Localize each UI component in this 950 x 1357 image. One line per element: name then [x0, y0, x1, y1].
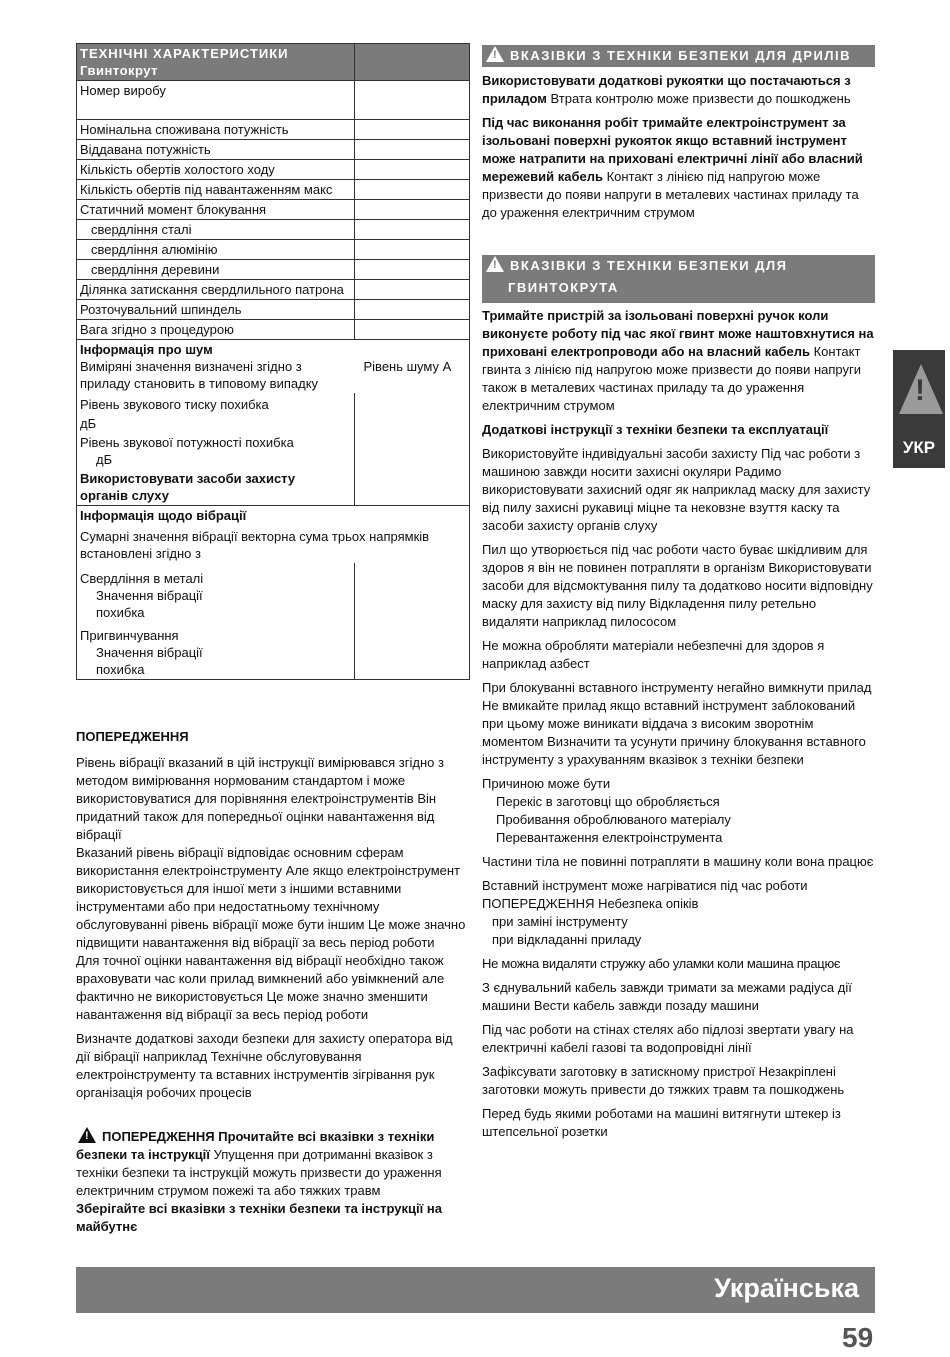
noise-desc: Виміряні значення визначені згідно з приладу становить в типовому випадку [80, 359, 319, 391]
instruction-text: Контакт гвинта з лінією під напругою може призвести до появи напруги також в металевих частинах приладу та до ураження електричним струмом [482, 344, 861, 413]
paragraph: Рівень вібрації вказаний в цій інструкції вимірювався згідно з методом вимірювання нормованим стандартом і може використовуватися для порівняння електроінструментів Він придатний також для попередньої оцінки навантаження від вібрації [76, 755, 444, 842]
paragraph: Використовуйте індивідуальні засоби захисту Під час роботи з машиною завжди носити захисні окуляри Радимо використовувати захисний одяг як наприклад маску для захисту від пилу захисні рукавиці міцне та нековзне взуття каску та засоби захисту органів слуху [482, 446, 871, 533]
paragraph: Не можна видаляти стружку або уламки коли машина працює [482, 956, 841, 971]
list-item: при заміні інструменту [492, 914, 628, 929]
hearing-protection: Використовувати засоби захисту органів слуху [80, 471, 296, 503]
sound-pressure: Рівень звукового тиску похибка [80, 397, 269, 412]
paragraph: Для точної оцінки навантаження від вібрації необхідно також враховувати час коли прилад вимкнений або увімкнений але фактично не використовується Це може значно зменшити навантаження від вібрації за весь період роботи [76, 953, 445, 1022]
footer-language: Українська [714, 1273, 859, 1303]
error-label: похибка [96, 662, 145, 677]
spec-product: Гвинтокрут [80, 63, 159, 78]
drill-safety [482, 72, 875, 228]
vibration-warning [76, 728, 466, 1108]
paragraph: Перед будь якими роботами на машині витягнути штекер із штепсельної розетки [482, 1106, 841, 1139]
section-title: ВКАЗІВКИ З ТЕХНІКИ БЕЗПЕКИ ДЛЯ [510, 258, 788, 273]
spec-table [76, 43, 470, 680]
subheading: Додаткові інструкції з техніки безпеки та експлуатації [482, 422, 829, 437]
unit-db: дБ [96, 452, 113, 467]
paragraph: Вказаний рівень вібрації відповідає основним сферам використання електроінструменту Але якщо електроінструмент використовується для іншої мети з іншими вставними інструментами або при недостатньому технічному обслуговуванні рівень вібрації може бути іншим Це може значно підвищити навантаження від вібрації за весь період роботи [76, 845, 466, 950]
footer-bar [76, 1267, 875, 1313]
vibration-desc: Сумарні значення вібрації векторна сума трьох напрямків встановлені згідно з [80, 529, 430, 561]
save-instructions: Зберігайте всі вказівки з техніки безпеки та інструкції на майбутнє [76, 1201, 442, 1234]
language-code: УКР [902, 438, 936, 457]
unit-db: дБ [80, 416, 97, 431]
warning-heading: ПОПЕРЕДЖЕННЯ [76, 729, 189, 744]
spec-row: Ділянка затискання свердлильного патрона [77, 280, 470, 300]
list-item: Перекіс в заготовці що обробляється [496, 794, 720, 809]
paragraph: Частини тіла не повинні потрапляти в машину коли вона працює [482, 854, 874, 869]
section-title: ГВИНТОКРУТА [508, 280, 619, 295]
spec-title: ТЕХНІЧНІ ХАРАКТЕРИСТИКИ [80, 46, 289, 61]
spec-header [77, 44, 470, 81]
language-tab [893, 350, 945, 468]
instruction-bold: Використовувати додаткові рукоятки що постачаються з приладом [482, 73, 851, 106]
list-item: Перевантаження електроінструмента [496, 830, 723, 845]
warning-read: ПОПЕРЕДЖЕННЯ Прочитайте всі вказівки з техніки безпеки та інструкції [76, 1129, 435, 1162]
paragraph: Пил що утворюється під час роботи часто буває шкідливим для здоров я він не повинен потрапляти в організм Використовувати засоби для відсмоктування пилу та додатково носити відповідну маску для захисту від пилу Відкладення пилу ретельно видаляти наприклад пилососом [482, 542, 873, 629]
instruction-text: Втрата контролю може призвести до пошкоджень [546, 91, 851, 106]
spec-row: Номінальна споживана потужність [77, 120, 470, 140]
drill-metal: Свердління в металі [80, 571, 204, 586]
instruction-text: Контакт з лінією під напругою може призвести до появи напруги в металевих частинах приладу та до ураження електричним струмом [482, 169, 859, 220]
noise-section [77, 340, 470, 394]
sound-power: Рівень звукової потужності похибка [80, 435, 294, 450]
vibration-section [77, 506, 470, 564]
vibration-value: Значення вібрації [96, 588, 203, 603]
paragraph: Визначте додаткові заходи безпеки для захисту оператора від дії вібрації наприклад Технічне обслуговування електроінструменту та вставних інструментів зігрівання рук організація робочих процесів [76, 1031, 453, 1100]
warning-icon [486, 46, 504, 62]
spec-row: свердління алюмінію [77, 240, 470, 260]
spec-row: Кількість обертів холостого ходу [77, 160, 470, 180]
paragraph: Під час роботи на стінах стелях або підлозі звертати увагу на електричні кабелі газові та водопровідні лінії [482, 1022, 854, 1055]
noise-values [77, 393, 470, 506]
instruction-bold: Тримайте пристрій за ізольовані поверхні ручок коли виконуєте роботу під час якої гвинт може наштовхнутися на приховані електропроводи або на власний кабель [482, 308, 874, 359]
spec-row: Розточувальний шпиндель [77, 300, 470, 320]
spec-row: свердління сталі [77, 220, 470, 240]
vibration-values [77, 563, 470, 680]
vibration-value: Значення вібрації [96, 645, 203, 660]
section-bar-screwdriver [482, 255, 875, 303]
list-item: Пробивання оброблюваного матеріалу [496, 812, 731, 827]
warning-icon [486, 256, 504, 272]
noise-level: Рівень шуму А [363, 359, 452, 374]
spec-row: Номер виробу [77, 81, 470, 120]
error-label: похибка [96, 605, 145, 620]
spec-row: Вага згідно з процедурою [77, 320, 470, 340]
paragraph: Причиною може бути [482, 776, 611, 791]
spec-row: Статичний момент блокування [77, 200, 470, 220]
warning-icon [899, 364, 943, 414]
screwdriver-safety [482, 307, 875, 1147]
instruction-bold: Під час виконання робіт тримайте електроінструмент за ізольовані поверхні рукояток якщо вставний інструмент може натрапити на приховані електричні лінії або власний мережевий кабель [482, 115, 863, 184]
warning-icon [78, 1127, 96, 1143]
section-title: ВКАЗІВКИ З ТЕХНІКИ БЕЗПЕКИ ДЛЯ ДРИЛІВ [510, 48, 851, 63]
spec-row: свердління деревини [77, 260, 470, 280]
spec-row: Кількість обертів під навантаженням макс [77, 180, 470, 200]
list-item: при відкладанні приладу [492, 932, 642, 947]
paragraph: Вставний інструмент може нагріватися під час роботи ПОПЕРЕДЖЕННЯ Небезпека опіків [482, 878, 808, 911]
paragraph: Не можна обробляти матеріали небезпечні для здоров я наприклад азбест [482, 638, 825, 671]
safety-warning [76, 1127, 466, 1242]
paragraph: З єднувальний кабель завжди тримати за межами радіуса дії машини Вести кабель завжди позаду машини [482, 980, 852, 1013]
noise-title: Інформація про шум [80, 342, 213, 357]
paragraph: Зафіксувати заготовку в затискному пристрої Незакріплені заготовки можуть привести до тяжких травм та пошкоджень [482, 1064, 845, 1097]
warning-text: Упущення при дотриманні вказівок з техніки безпеки та інструкцій можуть призвести до ураження електричним струмом пожежі та або тяжких травм [76, 1147, 442, 1198]
spec-row: Віддавана потужність [77, 140, 470, 160]
page-number: 59 [842, 1322, 874, 1353]
screwing: Пригвинчування [80, 628, 179, 643]
paragraph: При блокуванні вставного інструменту негайно вимкнути прилад Не вмикайте прилад якщо вставний інструмент заблокований при цьому може виникати віддача з високим зворотнім моментом Визначити та усунути причину блокування вставного інструменту з урахуванням вказівок з техніки безпеки [482, 680, 872, 767]
section-bar-drills [482, 45, 875, 67]
vibration-title: Інформація щодо вібрації [80, 508, 247, 523]
